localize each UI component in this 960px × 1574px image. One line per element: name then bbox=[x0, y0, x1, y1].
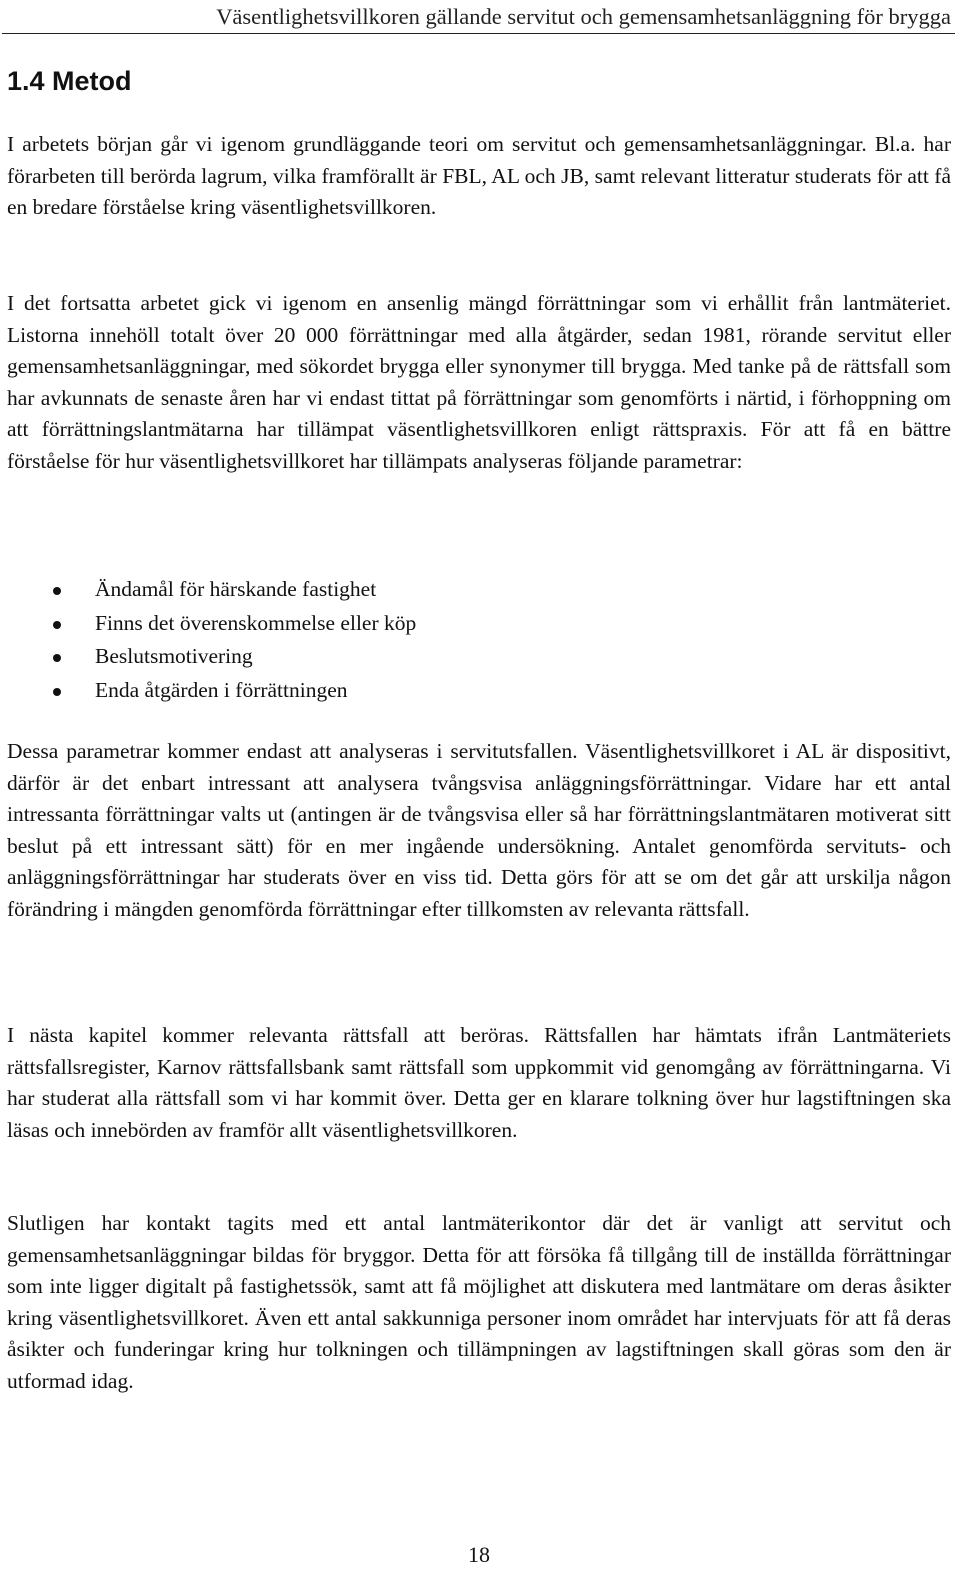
parameter-list bbox=[7, 573, 951, 707]
bullet-icon bbox=[53, 688, 61, 696]
list-item-text: Finns det överenskommelse eller köp bbox=[95, 610, 417, 635]
list-item-text: Ändamål för härskande fastighet bbox=[95, 577, 377, 601]
paragraph-analysis: Dessa parametrar kommer endast att analyseras i servitutsfallen. Väsentlighetsvillkoret i AL är dispositivt, därför är det enbart intressant att analysera tvångsvisa anläggningsförrättningar. Vidare har ett antal intressanta förrättningar valts ut (antingen är de tvångsvisa eller så har förrättningslantmätaren motiverat sitt beslut på ett intressant sätt) för en mer ingående undersökning. Antalet genomförda servituts- och anläggningsförrättningar har studerats över en viss tid. Detta görs för att se om det går att urskilja någon förändring i mängden genomförda förrättningar efter tillkomsten av relevanta rättsfall. bbox=[7, 739, 951, 921]
running-header: Väsentlighetsvillkoren gällande servitut och gemensamhetsanläggning för brygga bbox=[216, 4, 951, 29]
header-divider bbox=[2, 33, 955, 34]
list-item bbox=[7, 640, 951, 674]
paragraph-method: I det fortsatta arbetet gick vi igenom en ansenlig mängd förrättningar som vi erhållit från lantmäteriet. Listorna innehöll totalt över 20 000 förrättningar med alla åtgärder, sedan 1981, rörande servitut eller gemensamhetsanläggningar, med sökordet brygga eller synonymer till brygga. Med tanke på de rättsfall som har avkunnats de senaste åren har vi endast tittat på förrättningar som genomförts i närtid, i förhoppning om att förrättningslantmätarna har tillämpat väsentlighetsvillkoren enligt rättspraxis. För att få en bättre förståelse för hur väsentlighetsvillkoret har tillämpats analyseras följande parametrar: bbox=[7, 291, 951, 473]
list-item-text: Beslutsmotivering bbox=[95, 644, 253, 668]
paragraph-contacts: Slutligen har kontakt tagits med ett antal lantmäterikontor där det är vanligt att servitut och gemensamhetsanläggningar bildas för bryggor. Detta för att försöka få tillgång till de inställda förrättningar som inte ligger digitalt på fastighetssök, samt att få möjlighet att diskutera med lantmätare om deras åsikter kring väsentlighetsvillkoret. Även ett antal sakkunniga personer inom området har intervjuats för att få deras åsikter och funderingar kring hur tolkningen och tillämpningen av lagstiftningen skall göras som den är utformad idag. bbox=[7, 1211, 951, 1393]
bullet-icon bbox=[53, 621, 61, 629]
list-item bbox=[7, 674, 951, 708]
list-item bbox=[7, 607, 951, 641]
bullet-icon bbox=[53, 587, 61, 595]
list-item bbox=[7, 573, 951, 607]
paragraph-case-law: I nästa kapitel kommer relevanta rättsfall att beröras. Rättsfallen har hämtats ifrån Lantmäteriets rättsfallsregister, Karnov rättsfallsbank samt rättsfall som uppkommit vid genomgång av förrättningarna. Vi har studerat alla rättsfall som vi har kommit över. Detta ger en klarare tolkning över hur lagstiftningen ska läsas och innebörden av framför allt väsentlighetsvillkoren. bbox=[7, 1023, 951, 1142]
section-heading: 1.4 Metod bbox=[7, 66, 132, 96]
paragraph-intro: I arbetets början går vi igenom grundläggande teori om servitut och gemensamhetsanläggningar. Bl.a. har förarbeten till berörda lagrum, vilka framförallt är FBL, AL och JB, samt relevant litteratur studerats för att få en bredare förståelse kring väsentlighetsvillkoren. bbox=[7, 132, 951, 220]
page-number: 18 bbox=[468, 1542, 490, 1567]
list-item-text: Enda åtgärden i förrättningen bbox=[95, 677, 348, 702]
bullet-icon bbox=[53, 654, 61, 662]
